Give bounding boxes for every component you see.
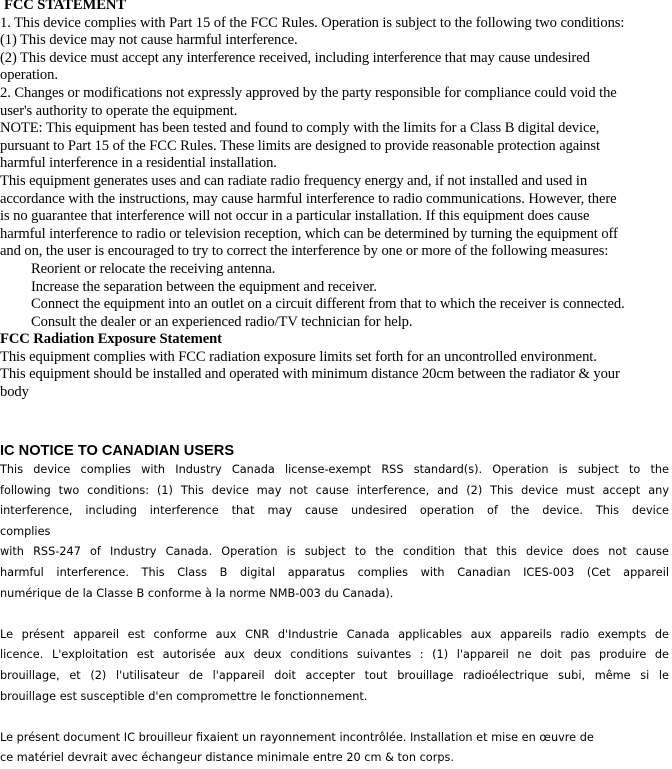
ic-english-line: harmful interference. This Class B digital apparatus complies with Canadian ICES-003 (Cet appareil xyxy=(0,565,669,579)
fcc-radiation-exposure-title: FCC Radiation Exposure Statement xyxy=(0,331,222,348)
ic-french-line: licence. L'exploitation est autorisée aux deux conditions suivantes : (1) l'appareil ne doit pas produire de xyxy=(0,648,669,662)
fcc-radiation-line: body xyxy=(0,384,29,401)
fcc-line: harmful interference in a residential installation. xyxy=(0,155,277,172)
fcc-statement-title: FCC STATEMENT xyxy=(4,0,126,13)
fcc-line: operation. xyxy=(0,67,58,84)
ic-french-line: ce matériel devrait avec échangeur distance minimale entre 20 cm & ton corps. xyxy=(0,751,454,765)
fcc-line: (1) This device may not cause harmful interference. xyxy=(0,32,298,49)
fcc-measure-item: Reorient or relocate the receiving antenna. xyxy=(31,260,276,277)
fcc-line: 1. This device complies with Part 15 of the FCC Rules. Operation is subject to the following two conditions: xyxy=(0,14,625,31)
fcc-radiation-line: This equipment should be installed and operated with minimum distance 20cm between the radiator & your xyxy=(0,366,620,383)
fcc-measure-item: Connect the equipment into an outlet on a circuit different from that to which the receiver is connected. xyxy=(31,296,625,313)
fcc-line: pursuant to Part 15 of the FCC Rules. These limits are designed to provide reasonable protection against xyxy=(0,137,600,154)
ic-french-line: brouillage, et (2) l'utilisateur de l'appareil doit accepter tout brouillage radioélectrique subi, même si le xyxy=(0,668,669,682)
fcc-radiation-line: This equipment complies with FCC radiation exposure limits set forth for an uncontrolled environment. xyxy=(0,348,597,365)
ic-english-line: This device complies with Industry Canada license-exempt RSS standard(s). Operation is subject to the xyxy=(0,463,669,476)
fcc-line: (2) This device must accept any interference received, including interference that may cause undesired xyxy=(0,49,590,66)
fcc-line: 2. Changes or modifications not expressly approved by the party responsible for compliance could void the xyxy=(0,84,617,101)
fcc-line: NOTE: This equipment has been tested and found to comply with the limits for a Class B digital device, xyxy=(0,120,600,137)
ic-french-line: Le présent document IC brouilleur fixaient un rayonnement incontrôlée. Installation et mise en œuvre de xyxy=(0,730,594,744)
ic-english-line: complies xyxy=(0,524,51,538)
ic-english-line: with RSS-247 of Industry Canada. Operation is subject to the condition that this device does not cause xyxy=(0,545,669,559)
ic-notice-body xyxy=(0,460,669,769)
ic-english-line: numérique de la Classe B conforme à la norme NMB-003 du Canada). xyxy=(0,586,394,600)
fcc-line: accordance with the instructions, may cause harmful interference to radio communications. However, there xyxy=(0,190,617,207)
paragraph-gap xyxy=(0,707,669,728)
ic-french-line: Le présent appareil est conforme aux CNR d'Industrie Canada applicables aux appareils radio exempts de xyxy=(0,627,669,641)
fcc-measure-item: Consult the dealer or an experienced radio/TV technician for help. xyxy=(31,313,413,330)
fcc-line: user's authority to operate the equipment. xyxy=(0,102,238,119)
ic-english-line: interference, including interference that may cause undesired operation of the device. This device xyxy=(0,504,669,518)
paragraph-gap xyxy=(0,604,669,625)
ic-french-line: brouillage est susceptible d'en compromettre le fonctionnement. xyxy=(0,689,368,703)
fcc-line: and on, the user is encouraged to try to correct the interference by one or more of the following measures: xyxy=(0,243,609,260)
fcc-line: is no guarantee that interference will not occur in a particular installation. If this equipment does cause xyxy=(0,208,590,225)
ic-english-line: following two conditions: (1) This device may not cause interference, and (2) This device must accept any xyxy=(0,483,669,497)
fcc-measure-item: Increase the separation between the equipment and receiver. xyxy=(31,278,377,295)
ic-notice-section xyxy=(0,442,669,769)
fcc-line: This equipment generates uses and can radiate radio frequency energy and, if not installed and used in xyxy=(0,172,588,189)
ic-notice-title: IC NOTICE TO CANADIAN USERS xyxy=(0,443,235,459)
fcc-line: harmful interference to radio or television reception, which can be determined by turning the equipment off xyxy=(0,225,618,242)
